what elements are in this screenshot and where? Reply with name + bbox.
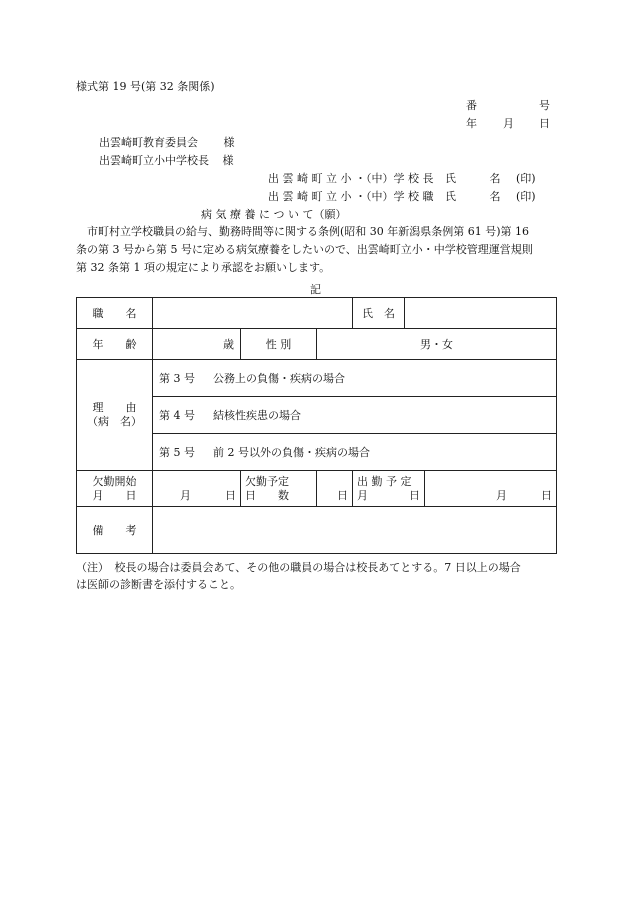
name-field[interactable] [405, 298, 557, 329]
body-paragraph [76, 223, 556, 277]
ki-heading: 記 [310, 283, 321, 296]
row-remarks [77, 507, 557, 554]
reason-number: 第 5 号 [159, 446, 195, 459]
footnote-line: （注） 校長の場合は委員会あて、その他の職員の場合は校長あてとする。7 日以上の場合 [76, 561, 521, 574]
day-unit: 日 [541, 489, 552, 502]
remarks-label: 備 考 [77, 507, 153, 554]
row-reason [77, 360, 557, 397]
reason-option[interactable] [153, 397, 557, 434]
document-title: 病 気 療 養 に つ い て（願） [201, 208, 347, 221]
row-position [77, 298, 557, 329]
reason-option[interactable] [153, 434, 557, 471]
sender-mei: 名 [489, 172, 501, 185]
day-unit: 日 [337, 489, 348, 502]
absence-days-line: 日 数 [245, 488, 289, 502]
reason-number: 第 3 号 [159, 372, 195, 385]
age-label: 年 齢 [77, 329, 153, 360]
seal-mark: (印) [515, 172, 536, 185]
row-dates [77, 471, 557, 507]
day-label: 日 [539, 117, 550, 130]
absence-start-field[interactable] [153, 471, 241, 507]
sender-org: 出 雲 崎 町 立 小 ・（中）学 校 長 [268, 172, 434, 185]
day-unit: 日 [409, 488, 420, 502]
row-age-sex [77, 329, 557, 360]
year-label: 年 [466, 117, 477, 130]
form-number: 様式第 19 号(第 32 条関係) [76, 80, 215, 93]
return-date-line: 出 勤 予 定 [357, 474, 412, 488]
reason-text: 結核性疾患の場合 [213, 409, 301, 422]
addressee-name: 出雲崎町教育委員会 [99, 136, 198, 149]
footnote-line: は医師の診断書を添付すること。 [76, 578, 241, 591]
reason-label-line: （病 名） [87, 415, 142, 428]
absence-start-line: 月 日 [92, 488, 137, 502]
sai-unit: 歳 [223, 338, 234, 351]
footnote [76, 559, 556, 593]
month-unit: 月 [180, 489, 191, 502]
absence-days-field[interactable] [317, 471, 353, 507]
absence-start-line: 欠勤開始 [92, 474, 137, 488]
seal-mark: (印) [515, 190, 536, 203]
month-unit: 月 [496, 489, 507, 502]
application-table [76, 297, 557, 554]
addressee-suffix: 様 [222, 154, 234, 167]
sender-principal [268, 170, 536, 186]
day-unit: 日 [225, 489, 236, 502]
body-line: 第 32 条第 1 項の規定により承認をお願いします。 [76, 261, 331, 274]
month-unit: 月 [357, 488, 368, 502]
remarks-field[interactable] [153, 507, 557, 554]
absence-start-label [77, 471, 153, 507]
position-field[interactable] [153, 298, 353, 329]
addressee-board [99, 134, 235, 150]
reason-label-line: 理 由 [92, 401, 137, 414]
return-date-field[interactable] [425, 471, 557, 507]
reason-number: 第 4 号 [159, 409, 195, 422]
addressee-suffix: 様 [223, 136, 235, 149]
return-date-label [353, 471, 425, 507]
sex-label: 性 別 [241, 329, 317, 360]
name-label: 氏 名 [353, 298, 405, 329]
sender-staff [268, 188, 536, 204]
sex-field[interactable]: 男・女 [317, 329, 557, 360]
addressee-principal [99, 152, 234, 168]
sender-shi: 氏 [444, 172, 456, 185]
body-line: 条の第 3 号から第 5 号に定める病気療養をしたいので、出雲崎町立小・中学校管理運営規則 [76, 243, 533, 256]
reason-text: 前 2 号以外の負傷・疾病の場合 [213, 446, 370, 459]
sender-org: 出 雲 崎 町 立 小 ・（中）学 校 職 [268, 190, 434, 203]
addressee-name: 出雲崎町立小中学校長 [99, 154, 209, 167]
reason-label [77, 360, 153, 471]
month-label: 月 [503, 117, 514, 130]
sender-mei: 名 [489, 190, 501, 203]
reason-text: 公務上の負傷・疾病の場合 [213, 372, 345, 385]
absence-days-line: 欠勤予定 [245, 474, 289, 488]
position-label: 職 名 [77, 298, 153, 329]
absence-days-label [241, 471, 317, 507]
sender-shi: 氏 [444, 190, 456, 203]
go-label: 号 [539, 99, 550, 112]
body-line: 市町村立学校職員の給与、勤務時間等に関する条例(昭和 30 年新潟県条例第 61 号)第 16 [87, 225, 530, 238]
reason-option[interactable] [153, 360, 557, 397]
age-field[interactable] [153, 329, 241, 360]
ban-label: 番 [466, 99, 477, 112]
